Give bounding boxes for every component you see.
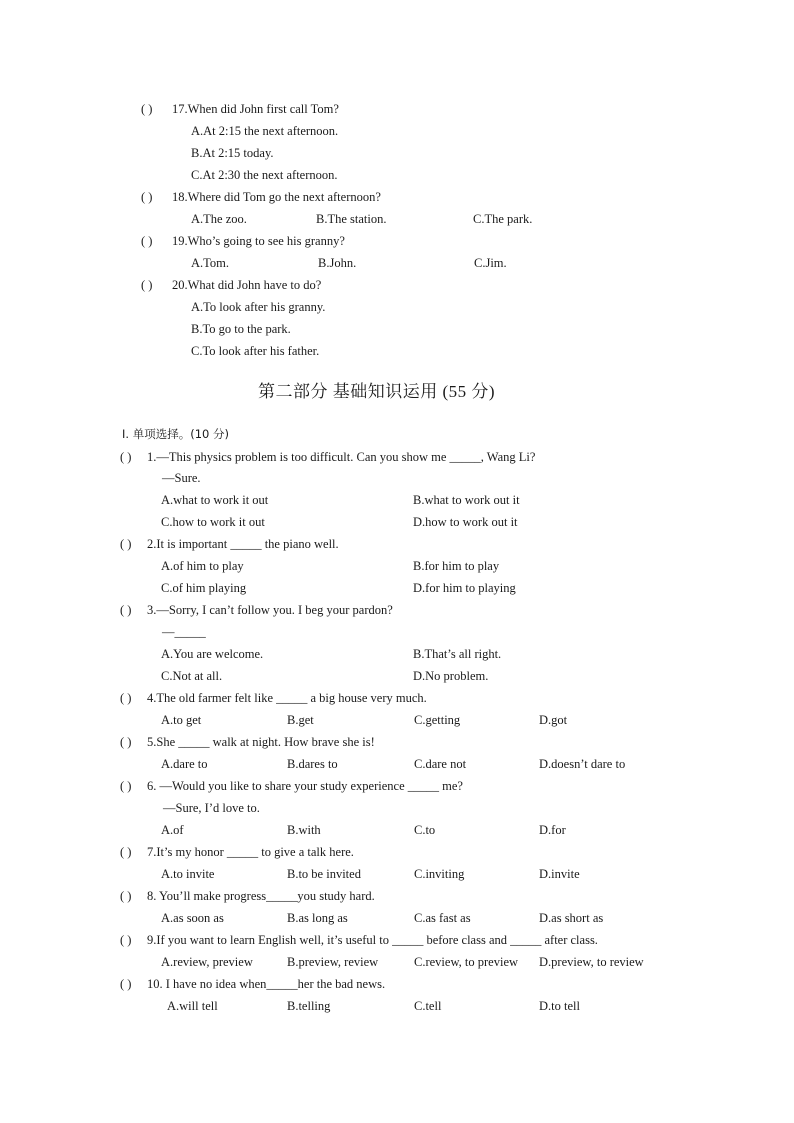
q17-answer-bracket[interactable]: ( ) [141,102,153,116]
q4-option-c: C.getting [414,713,461,727]
q6-stem: 6. —Would you like to share your study experience _____ me? [147,779,463,793]
q5-option-a: A.dare to [161,757,208,771]
q6-option-b: B.with [287,823,321,837]
q17-option-b: B.At 2:15 today. [191,146,274,160]
q2-stem: 2.It is important _____ the piano well. [147,537,339,551]
q9-option-b: B.preview, review [287,955,379,969]
q6-option-d: D.for [539,823,566,837]
q19-option-c: C.Jim. [474,256,507,270]
q3-option-b: B.That’s all right. [413,647,502,661]
q8-option-d: D.as short as [539,911,604,925]
q5-option-c: C.dare not [414,757,467,771]
q6-reply: —Sure, I’d love to. [163,801,260,815]
q3-stem: 3.—Sorry, I can’t follow you. I beg your pardon? [147,603,393,617]
q1-option-b: B.what to work out it [413,493,520,507]
q8-answer-bracket[interactable]: ( ) [120,889,132,903]
q18-stem: 18.Where did Tom go the next afternoon? [172,190,381,204]
q1-stem: 1.—This physics problem is too difficult. Can you show me _____, Wang Li? [147,450,536,464]
q20-answer-bracket[interactable]: ( ) [141,278,153,292]
q6-option-c: C.to [414,823,436,837]
q5-option-b: B.dares to [287,757,338,771]
q2-answer-bracket[interactable]: ( ) [120,537,132,551]
q10-stem: 10. I have no idea when_____her the bad news. [147,977,386,991]
q10-option-c: C.tell [414,999,442,1013]
q1-reply: —Sure. [162,471,201,485]
q4-option-d: D.got [539,713,568,727]
q7-stem: 7.It’s my honor _____ to give a talk here. [147,845,354,859]
q19-answer-bracket[interactable]: ( ) [141,234,153,248]
q18-option-b: B.The station. [316,212,387,226]
q5-stem: 5.She _____ walk at night. How brave she is! [147,735,375,749]
q3-option-a: A.You are welcome. [161,647,264,661]
q4-option-a: A.to get [161,713,202,727]
part-two-title: 第二部分 基础知识运用 (55 分) [258,382,496,401]
q20-option-c: C.To look after his father. [191,344,320,358]
q7-option-d: D.invite [539,867,580,881]
q20-stem: 20.What did John have to do? [172,278,322,292]
q5-answer-bracket[interactable]: ( ) [120,735,132,749]
q19-stem: 19.Who’s going to see his granny? [172,234,345,248]
q8-option-b: B.as long as [287,911,348,925]
q4-stem: 4.The old farmer felt like _____ a big house very much. [147,691,427,705]
q2-option-c: C.of him playing [161,581,247,595]
q7-answer-bracket[interactable]: ( ) [120,845,132,859]
q8-stem: 8. You’ll make progress_____you study hard. [147,889,375,903]
q7-option-a: A.to invite [161,867,215,881]
section-one-title: Ⅰ. 单项选择。(10 分) [122,427,229,441]
q17-option-a: A.At 2:15 the next afternoon. [191,124,339,138]
q10-option-a: A.will tell [167,999,218,1013]
q3-reply: —_____ [162,625,206,639]
q2-option-b: B.for him to play [413,559,500,573]
q19-option-a: A.Tom. [191,256,230,270]
q8-option-a: A.as soon as [161,911,224,925]
q20-option-b: B.To go to the park. [191,322,291,336]
q10-option-b: B.telling [287,999,331,1013]
q3-answer-bracket[interactable]: ( ) [120,603,132,617]
q9-answer-bracket[interactable]: ( ) [120,933,132,947]
q19-option-b: B.John. [318,256,357,270]
q9-option-a: A.review, preview [161,955,253,969]
q4-answer-bracket[interactable]: ( ) [120,691,132,705]
q10-answer-bracket[interactable]: ( ) [120,977,132,991]
q18-option-c: C.The park. [473,212,533,226]
q5-option-d: D.doesn’t dare to [539,757,626,771]
q3-option-c: C.Not at all. [161,669,223,683]
q18-option-a: A.The zoo. [191,212,247,226]
q18-answer-bracket[interactable]: ( ) [141,190,153,204]
q4-option-b: B.get [287,713,314,727]
q17-stem: 17.When did John first call Tom? [172,102,339,116]
q9-option-d: D.preview, to review [539,955,644,969]
q7-option-b: B.to be invited [287,867,361,881]
q2-option-a: A.of him to play [161,559,244,573]
q6-answer-bracket[interactable]: ( ) [120,779,132,793]
q20-option-a: A.To look after his granny. [191,300,326,314]
q2-option-d: D.for him to playing [413,581,516,595]
q8-option-c: C.as fast as [414,911,471,925]
q3-option-d: D.No problem. [413,669,489,683]
q1-option-a: A.what to work it out [161,493,269,507]
q10-option-d: D.to tell [539,999,580,1013]
q9-stem: 9.If you want to learn English well, it’s useful to _____ before class and _____ after class. [147,933,598,947]
q7-option-c: C.inviting [414,867,465,881]
q1-option-c: C.how to work it out [161,515,265,529]
q1-option-d: D.how to work out it [413,515,518,529]
q6-option-a: A.of [161,823,184,837]
q9-option-c: C.review, to preview [414,955,519,969]
q17-option-c: C.At 2:30 the next afternoon. [191,168,338,182]
q1-answer-bracket[interactable]: ( ) [120,450,132,464]
